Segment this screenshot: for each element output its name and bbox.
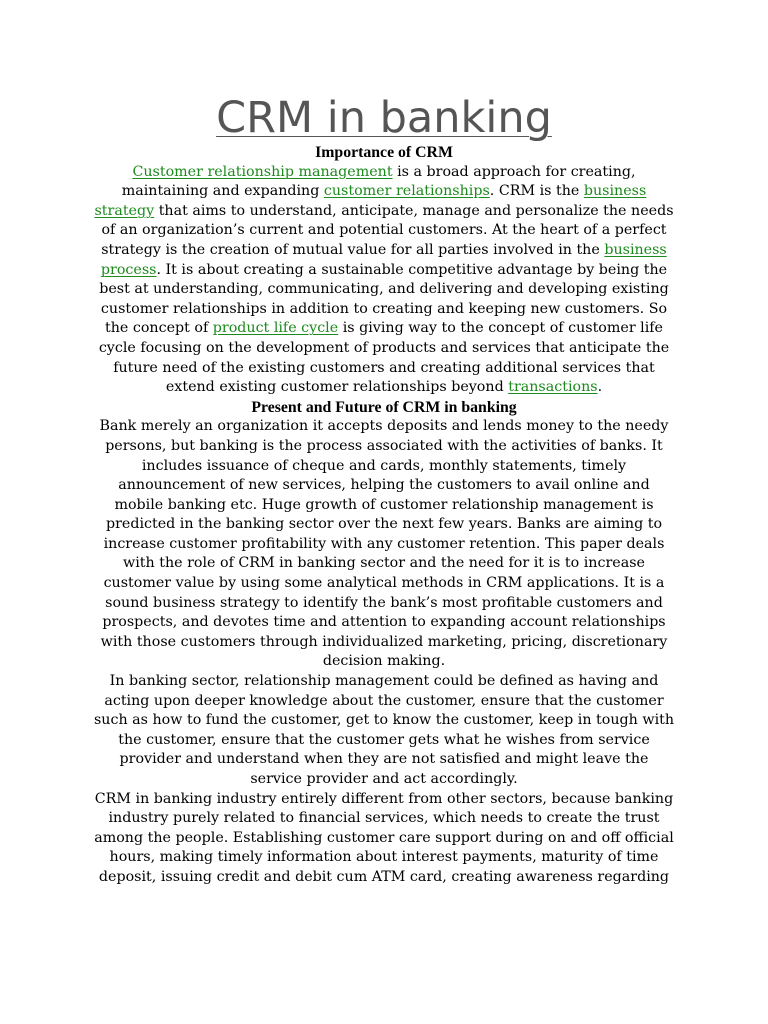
document-page — [92, 88, 676, 888]
section-heading-importance: Importance of CRM — [315, 144, 453, 161]
text-run: that aims to understand, anticipate, manage and personalize the needs of an organization’s current and potential customers. At the heart of a perfect strategy is the creation of mutual value for all parties involved in the — [101, 202, 674, 258]
paragraph-bank-definition: Bank merely an organization it accepts deposits and lends money to the needy persons, but banking is the process associated with the activities of banks. It includes issuance of cheque and cards, monthly statements, timely announcement of new services, helping the customers to avail online and mobile banking etc. Huge growth of customer relationship management is predicted in the banking sector over the next few years. Banks are aiming to increase customer profitability with any customer retention. This paper deals with the role of CRM in banking sector and the need for it is to increase customer value by using some analytical methods in CRM applications. It is a sound business strategy to identify the bank’s most profitable customers and prospects, and devotes time and attention to expanding account relationships with those customers through individualized marketing, pricing, discretionary decision making. — [99, 418, 669, 670]
text-run: is giving way to the concept of customer life cycle focusing on the development of products and services that anticipate the future need of the existing customers and creating additional services that extend existing customer relationships beyond — [98, 320, 670, 396]
page-title: CRM in banking — [216, 93, 552, 143]
section-heading-present-future: Present and Future of CRM in banking — [251, 398, 517, 416]
text-run: is a broad approach for creating, maintaining and expanding — [121, 163, 636, 200]
link-transactions[interactable]: transactions — [508, 379, 598, 396]
link-product-life-cycle[interactable]: product life cycle — [212, 320, 339, 337]
text-run: . It is about creating a sustainable competitive advantage by being the best at understanding, communicating, and delivering and developing existing customer relationships in addition to creating and keeping new customers. So the concept of — [99, 261, 669, 337]
text-run: . CRM is the — [489, 183, 584, 200]
link-customer-relationship-management[interactable]: Customer relationship management — [132, 163, 393, 180]
paragraph-importance — [92, 163, 676, 398]
link-customer-relationships[interactable]: customer relationships — [323, 183, 490, 200]
paragraph-relationship-management: In banking sector, relationship management could be defined as having and acting upon deeper knowledge about the customer, ensure that the customer such as how to fund the customer, get to know the customer, keep in tough with the customer, ensure that the customer gets what he wishes from service provider and understand when they are not satisfied and might leave the service provider and act accordingly. — [93, 673, 675, 787]
link-business-process[interactable]: business process — [100, 241, 667, 278]
link-business-strategy[interactable]: business strategy — [94, 183, 647, 219]
paragraph-crm-banking-industry: CRM in banking industry entirely different from other sectors, because banking industry purely related to financial services, which needs to create the trust among the people. Establishing customer care support during on and off official hours, making timely information about interest payments, maturity of time deposit, issuing credit and debit cum ATM card, creating awareness regarding — [94, 790, 674, 885]
text-run: . — [597, 379, 603, 396]
